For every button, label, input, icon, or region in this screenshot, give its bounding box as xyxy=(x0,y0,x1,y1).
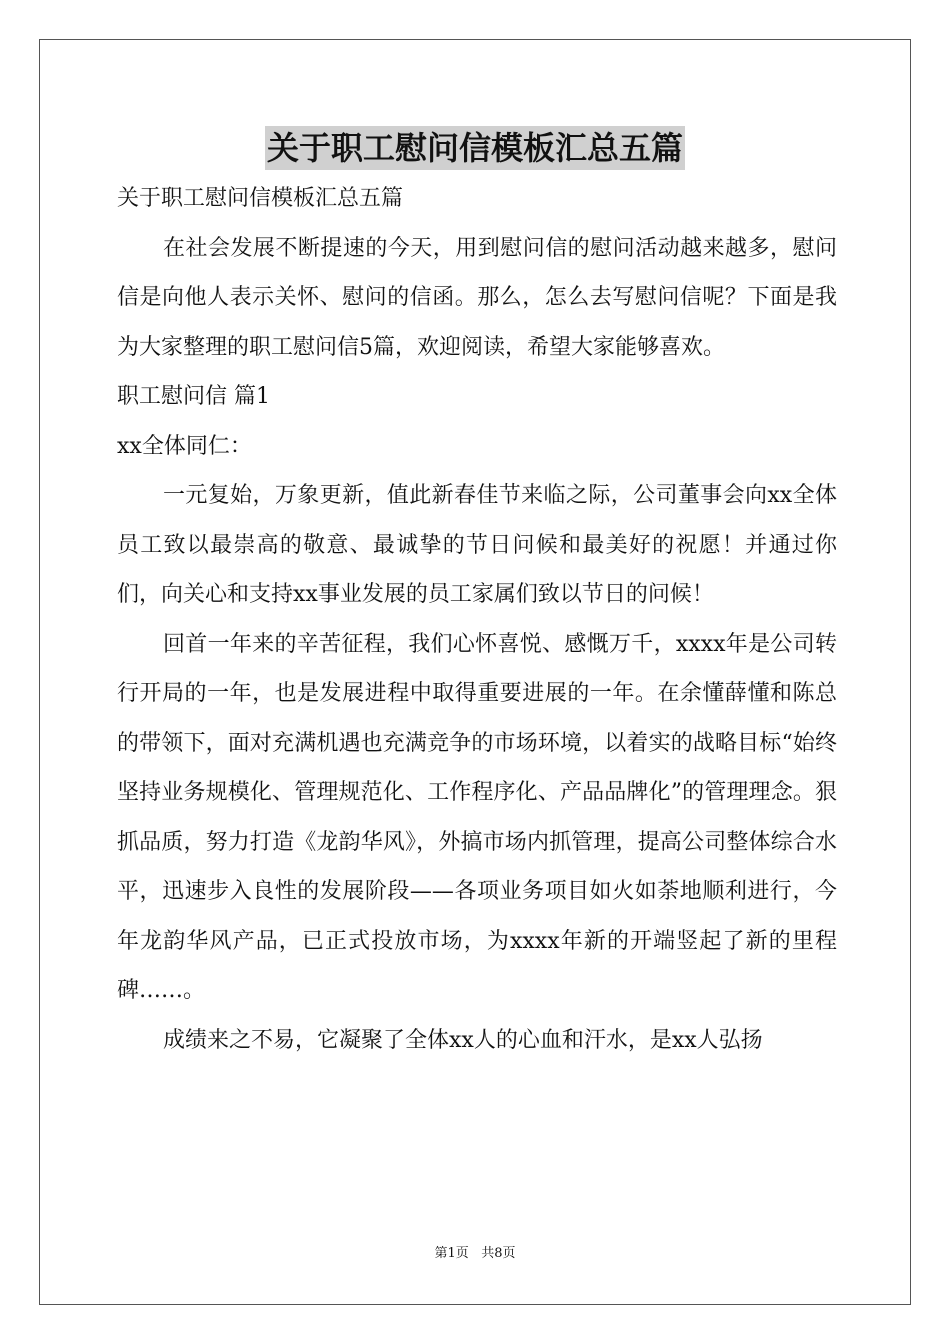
subtitle-paragraph: 关于职工慰问信模板汇总五篇 xyxy=(117,186,404,211)
section-heading: 职工慰问信 篇1 xyxy=(117,384,270,409)
body-paragraph: 回首一年来的辛苦征程，我们心怀喜悦、感慨万千，xxxx年是公司转行开局的一年，也是发展进程中取得重要进展的一年。在余懂薛懂和陈总的带领下，面对充满机遇也充满竞争的市场环境，以着实的战略目标“始终坚持业务规模化、管理规范化、工作程序化、产品品牌化”的管理理念。狠抓品质，努力打造《龙韵华风》，外搞市场内抓管理，提高公司整体综合水平，迅速步入良性的发展阶段——各项业务项目如火如荼地顺利进行，今年龙韵华风产品，已正式投放市场，为xxxx年新的开端竖起了新的里程碑……。 xyxy=(117,631,837,1003)
page-footer xyxy=(0,1244,950,1264)
document-body xyxy=(117,174,837,1065)
salutation: xx全体同仁： xyxy=(117,433,252,459)
intro-paragraph: 在社会发展不断提速的今天，用到慰问信的慰问活动越来越多，慰问信是向他人表示关怀、慰问的信函。那么，怎么去写慰问信呢？下面是我为大家整理的职工慰问信5篇，欢迎阅读，希望大家能够喜欢。 xyxy=(117,235,837,360)
body-paragraph: 一元复始，万象更新，值此新春佳节来临之际，公司董事会向xx全体员工致以最崇高的敬意、最诚挚的节日问候和最美好的祝愿！并通过你们，向关心和支持xx事业发展的员工家属们致以节日的问候！ xyxy=(117,483,837,607)
page-total: 共8页 xyxy=(481,1246,516,1261)
page-number: 第1页 xyxy=(434,1246,469,1261)
title-container xyxy=(0,126,950,170)
body-paragraph: 成绩来之不易，它凝聚了全体xx人的心血和汗水，是xx人弘扬 xyxy=(163,1027,763,1053)
document-title: 关于职工慰问信模板汇总五篇 xyxy=(265,126,685,170)
